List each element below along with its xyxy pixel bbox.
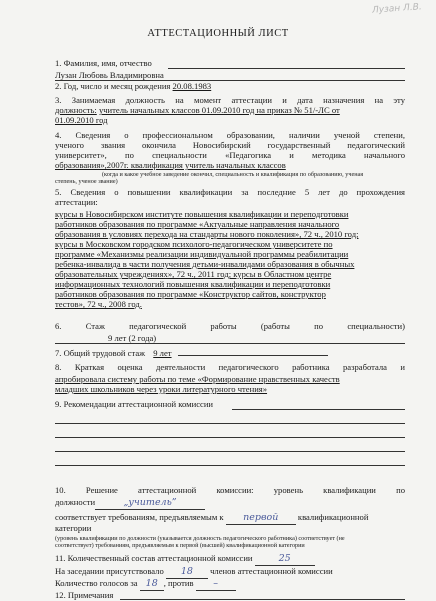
s9-line <box>55 451 405 452</box>
faint-stamp: Лузан Л.В. <box>371 2 423 16</box>
s5-course-line: работников образования по программе «Актуальные направления начального <box>55 219 340 229</box>
s11-votes-against: – <box>196 579 236 591</box>
s9-line <box>232 409 405 410</box>
s4-line1: 4. Сведения о профессиональном образовании, наличии ученой степени, <box>55 130 405 140</box>
s10-position-handwritten: „учитель” <box>95 498 205 510</box>
s11-line1 <box>55 553 405 566</box>
s2-value: 20.08.1983 <box>172 81 212 91</box>
s7-label: 7. Общий трудовой стаж <box>55 348 146 358</box>
s5-course-line: курсы в Московском городском психолого-педагогическом университете по <box>55 239 333 249</box>
s11-votes-label: Количество голосов за <box>55 578 138 588</box>
s3-line2 <box>55 105 405 116</box>
s5-course-line: образовательных учреждениях», 72 ч., 2011 год; курсы в Областном центре <box>55 269 332 279</box>
s4-line4: образования»,2007г. квалификация учитель начальных классов <box>55 160 286 170</box>
s10-text-a: соответствует требованиям, предъявляемым к <box>55 512 224 522</box>
s6-value: 9 лет (2 года) <box>108 333 157 343</box>
s8-line3: младших школьников через уроки литературного чтения» <box>55 384 268 394</box>
s6-value-line <box>55 343 405 344</box>
s11-votes-against-label: , против <box>163 578 194 588</box>
s4-line3: университет», по специальности «Педагогика и методика начального <box>55 150 405 160</box>
s3-line1: 3. Занимаемая должность на момент аттестации и дата назначения на эту <box>55 95 405 105</box>
s9-line <box>55 465 405 466</box>
s5-course-line: образования в условиях перехода на стандарты нового поколения», 72 ч., 2010 год; <box>55 229 359 239</box>
s7-row <box>55 347 405 359</box>
s8-line2: апробировала систему работы по теме «Формирование нравственных качеств <box>55 374 340 384</box>
s10-line1: 10. Решение аттестационной комиссии: уровень квалификации по <box>55 485 405 495</box>
s1-label: 1. Фамилия, имя, отчество <box>55 58 152 68</box>
s11-line2 <box>55 566 405 579</box>
s3-line3: 01.09.2010 год <box>55 115 108 125</box>
s9-line <box>55 423 405 424</box>
s4-note2: степень, ученое звание) <box>55 178 118 185</box>
s12-label: 12. Примечания <box>55 590 114 600</box>
s10-line4: категории <box>55 523 92 533</box>
s5-course-line: курсы в Новосибирском институте повышения квалификации и переподготовки <box>55 209 349 219</box>
s11-commission-count: 25 <box>255 554 315 566</box>
s9-label: 9. Рекомендации аттестационной комиссии <box>55 399 214 409</box>
s9-line <box>55 437 405 438</box>
s4-note1: (когда и какое учебное заведение окончил, специальность и квалификация по образованию, ученая <box>102 171 364 178</box>
s4-line2: ученого звания окончила Новосибирский государственный педагогический <box>55 140 405 150</box>
page-title: АТТЕСТАЦИОННЫЙ ЛИСТ <box>147 28 289 39</box>
s3-label: должность: <box>55 105 97 115</box>
s5-course-line: тестов», 72 ч., 2008 год. <box>55 299 142 309</box>
s1-underline <box>168 68 405 69</box>
s5-course-line: работников образования по программе «Конструктор сайтов, конструктор <box>55 289 326 299</box>
s11-present-suffix: членов аттестационной комиссии <box>210 566 333 576</box>
s10-position-label: должности <box>55 497 96 507</box>
s10-note2: соответствует) требованиям, предъявляемым к первой (высшей) квалификационной категории <box>55 542 305 549</box>
s5-course-line: информационных технологий повышения квалификации и переподготовки <box>55 279 331 289</box>
s5-course-line: программе «Механизмы реализации индивидуальной программы реабилитации <box>55 249 349 259</box>
s11-present-count: 18 <box>166 567 208 579</box>
s7-value: 9 лет <box>153 348 172 358</box>
s2-row <box>55 81 405 92</box>
s10-line2 <box>55 497 405 510</box>
s11-present-label: На заседании присутствовало <box>55 566 164 576</box>
s6-label: 6. Стаж педагогической работы (работы по специальности) <box>55 321 405 331</box>
s10-text-b: квалификационной <box>297 512 369 522</box>
s5-line1: 5. Сведения о повышении квалификации за последние 5 лет до прохождения <box>55 187 405 197</box>
s11-label: 11. Количественный состав аттестационной комиссии <box>55 553 253 563</box>
s1-value: Лузан Любовь Владимировна <box>55 70 164 80</box>
s5-course-line: ребенка-инвалида в части получения детьми-инвалидами образования в обычных <box>55 259 355 269</box>
s10-category-handwritten: первой <box>226 513 296 525</box>
s11-votes-for: 18 <box>140 579 164 591</box>
s2-label: 2. Год, число и месяц рождения <box>55 81 171 91</box>
s5-line2: аттестации: <box>55 197 98 207</box>
s3-value: учитель начальных классов 01.09.2010 год на приказ № 51/-ЛС от <box>98 105 340 115</box>
s10-note1: (уровень квалификации по должности (указывается должность педагогического работника) соответствует (не <box>55 535 345 542</box>
s8-line1: 8. Краткая оценка деятельности педагогического работника разработала и <box>55 362 405 372</box>
s11-line3 <box>55 578 405 591</box>
